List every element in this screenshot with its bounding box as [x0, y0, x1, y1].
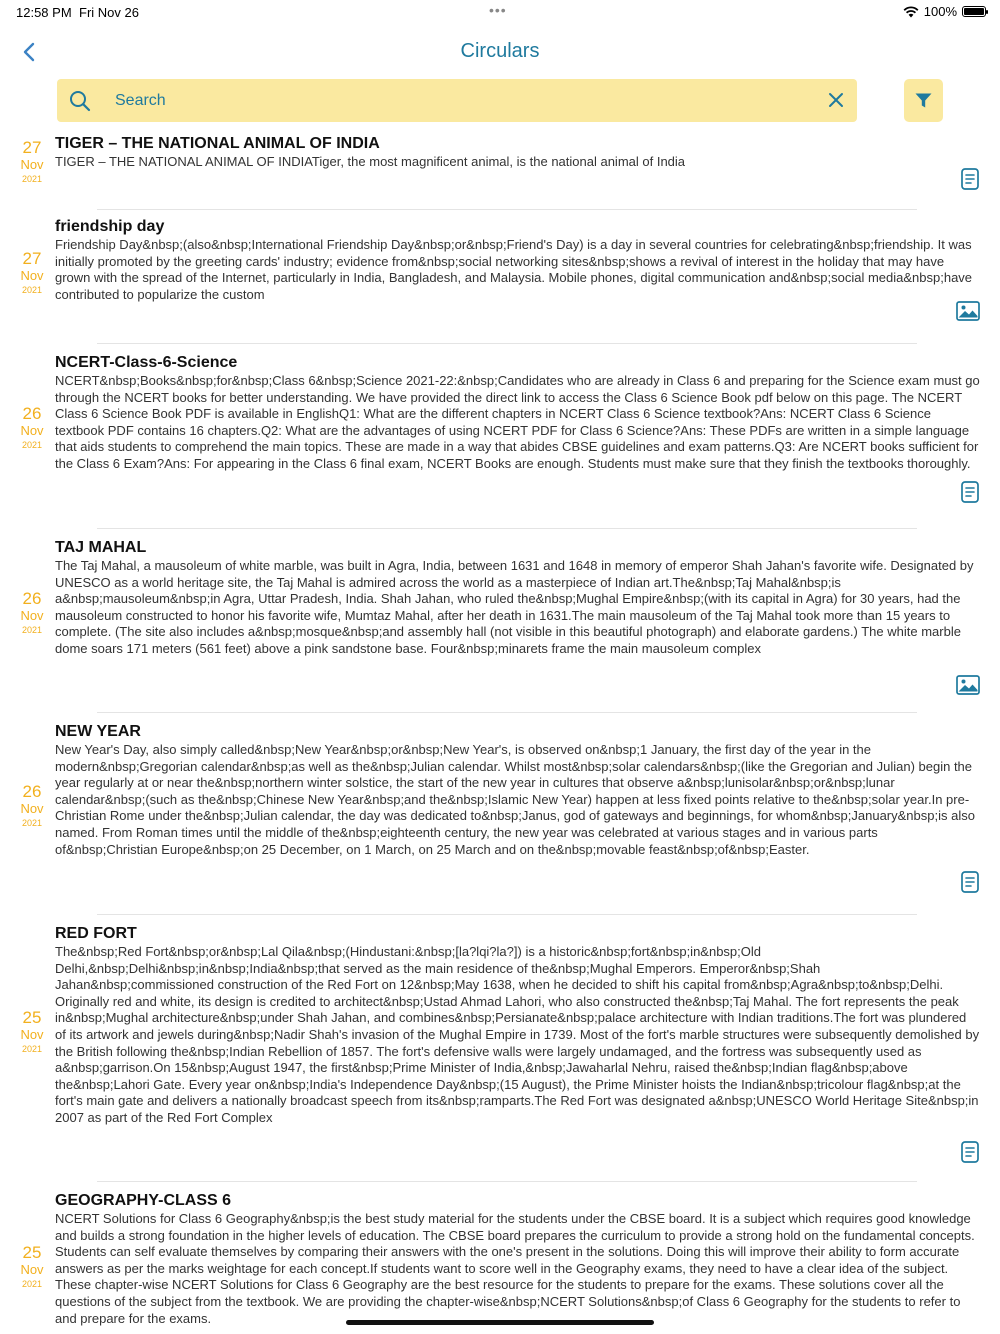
divider — [97, 343, 917, 344]
circulars-list — [0, 132, 1000, 1334]
document-icon[interactable] — [961, 168, 979, 190]
circular-description: New Year's Day, also simply called&nbsp;New Year&nbsp;or&nbsp;New Year's, is observed on&nbsp;1 January, the first day of the year in the modern&nbsp;Gregorian calendar&nbsp;as well as the&nbsp;Julian calendar. Whilst most&nbsp;solar calendars&nbsp;(like the Gregorian and Julian) begin the year regularly at or near the&nbsp;northern winter solstice, the start of the new year in cultures that observe a&nbsp;lunisolar&nbsp;or&nbsp;lunar calendar&nbsp;(such as the&nbsp;Chinese New Year&nbsp;and the&nbsp;Islamic New Year) happen at less fixed points relative to the&nbsp;solar year.In pre-Christian Rome under the&nbsp;Julian calendar, the day was dedicated to&nbsp;Janus, god of gateways and beginnings, for whom&nbsp;January&nbsp;is also named. From Roman times until the middle of the&nbsp;eighteenth century, the new year was celebrated at various stages and in various parts of&nbsp;Christian Europe&nbsp;on 25 December, on 1 March, on 25 March and on the&nbsp;movable feast&nbsp;of&nbsp;Easter. — [55, 742, 975, 857]
date-year: 2021 — [21, 440, 43, 450]
date-year: 2021 — [21, 1279, 43, 1289]
circular-title: NEW YEAR — [55, 723, 141, 740]
circular-item[interactable] — [0, 922, 1000, 1180]
close-icon — [827, 91, 845, 109]
circular-description: NCERT Solutions for Class 6 Geography&nbsp;is the best study material for the students under the CBSE board. It is a subject which requires good knowledge and builds a strong foundation in the higher levels of education. The CBSE board prepares the curriculum to provide a strong hold on the fundamental concepts. Students can self evaluate themselves by comparing their answers with the one's present in the solutions. Doing this will improve their ability to form accurate answers as per the marks weightage for each concept.If students want to score well in the Geography exams, they need to have a clear idea of the subject. These chapter-wise NCERT Solutions for Class 6 Geography are the best resource for the students to prepare for the exams. These solutions cover all the questions of the subject from the textbook. We are providing the chapter-wise&nbsp;NCERT Solutions&nbsp;of Class 6 Geography for the students to refer to and prepare for the exams. — [55, 1211, 975, 1326]
search-icon — [69, 90, 91, 112]
search-bar — [57, 79, 857, 122]
circular-date — [12, 589, 52, 636]
circular-title: TIGER – THE NATIONAL ANIMAL OF INDIA — [55, 135, 380, 152]
date-year: 2021 — [21, 1044, 43, 1054]
page-title: Circulars — [460, 40, 540, 62]
status-date: Fri Nov 26 — [79, 5, 139, 20]
multitasking-dots-icon[interactable]: ••• — [489, 2, 507, 18]
circular-title: GEOGRAPHY-CLASS 6 — [55, 1192, 232, 1209]
date-month: Nov — [20, 157, 44, 172]
status-time: 12:58 PM — [16, 5, 72, 20]
filter-icon — [915, 93, 932, 108]
battery-percent: 100% — [923, 4, 957, 19]
circular-description: The Taj Mahal, a mausoleum of white marble, was built in Agra, India, between 1631 and 1648 in memory of emperor Shah Jahan's favorite wife. Designated by UNESCO as a world heritage site, the Taj Mahal is admired across the world as a masterpiece of Indian art.The&nbsp;Taj Mahal&nbsp;is a&nbsp;mausoleum&nbsp;in Agra, Uttar Pradesh, India. Shah Jahan, who ruled the&nbsp;Mughal Empire&nbsp;(with its capital in Agra) for 30 years, had the mausoleum constructed to honor his favorite wife, Mumtaz Mahal, after her death in 1631.The main mausoleum of the Taj Mahal took more than 15 years to complete. (The site also includes a&nbsp;mosque&nbsp;and assembly hall (not visible in this beautiful photograph) and elaborate gardens.) The white marble dome soars 171 meters (561 feet) above a pink sandstone base. Four&nbsp;minarets frame the main mausoleum complex — [55, 558, 974, 656]
image-icon[interactable] — [956, 301, 980, 321]
date-month: Nov — [20, 1027, 44, 1042]
circular-date — [12, 1243, 52, 1290]
circular-date — [12, 138, 52, 185]
circular-description: NCERT&nbsp;Books&nbsp;for&nbsp;Class 6&nbsp;Science 2021-22:&nbsp;Candidates who are already in Class 6 and preparing for the Science exam must go through the NCERT books for better understanding. We have provided the direct link to access the Class 6 Science Book pdf below on this page. The NCERT Class 6 Science Book PDF is available in EnglishQ1: What are the different chapters in NCERT Class 6 Science textbook?Ans: NCERT Class 6 Science textbook PDF contains 16 chapters.Q2: What are the advantages of using NCERT PDF for Class 6 Science?Ans: These PDFs are written in a simple language that aids students to comprehend the main topics. These are made in a way that abides CBSE guidelines and exam patterns.Q3: Are NCERT books sufficient for the Class 6 Exam?Ans: For appearing in the Class 6 final exam, NCERT Books are enough. Students must make sure that they finish the textbooks thoroughly. — [55, 373, 980, 471]
date-month: Nov — [20, 268, 44, 283]
circular-date — [12, 249, 52, 296]
circular-title: RED FORT — [55, 925, 137, 942]
circular-item[interactable] — [0, 132, 1000, 208]
battery-icon — [962, 6, 986, 17]
circular-title: friendship day — [55, 218, 165, 235]
filter-button[interactable] — [904, 79, 943, 122]
circular-description: TIGER – THE NATIONAL ANIMAL OF INDIATiger, the most magnificent animal, is the national animal of India — [55, 154, 686, 169]
status-indicators — [903, 4, 986, 19]
circular-date — [12, 1008, 52, 1055]
circular-description: The&nbsp;Red Fort&nbsp;or&nbsp;Lal Qila&nbsp;(Hindustani:&nbsp;[la?lqi?la?]) is a historic&nbsp;fort&nbsp;in&nbsp;Old Delhi,&nbsp;Delhi&nbsp;in&nbsp;India&nbsp;that served as the main residence of the&nbsp;Mughal Emperors. Emperor&nbsp;Shah Jahan&nbsp;commissioned construction of the Red Fort on 12&nbsp;May 1638, when he decided to shift his capital from&nbsp;Agra&nbsp;to&nbsp;Delhi. Originally red and white, its design is credited to architect&nbsp;Ustad Ahmad Lahori, who also constructed the&nbsp;Taj Mahal. The fort represents the peak in&nbsp;Mughal architecture&nbsp;under Shah Jahan, and combines&nbsp;Persianate&nbsp;palace architecture with Indian traditions.The fort was plundered of its artwork and jewels during&nbsp;Nadir Shah's invasion of the Mughal Empire in 1739. Most of the fort's marble structures were subsequently demolished by the British following the&nbsp;Indian Rebellion of 1857. The fort's defensive walls were largely undamaged, and the fortress was subsequently used as a&nbsp;garrison.On 15&nbsp;August 1947, the first&nbsp;Prime Minister of India,&nbsp;Jawaharlal Nehru, raised the&nbsp;Indian flag&nbsp;above the&nbsp;Lahori Gate. Every year on&nbsp;India's Independence Day&nbsp;(15 August), the Prime Minister hoists the Indian&nbsp;tricolour flag&nbsp;at the fort's main gate and delivers a nationally broadcast speech from its&nbsp;ramparts.The Red Fort was designated a&nbsp;UNESCO World Heritage Site&nbsp;in 2007 as part of the Red Fort Complex — [55, 944, 980, 1125]
circular-title: TAJ MAHAL — [55, 539, 147, 556]
circular-item[interactable] — [0, 351, 1000, 527]
date-day: 26 — [22, 782, 42, 801]
date-day: 26 — [22, 589, 42, 608]
circular-item[interactable] — [0, 720, 1000, 913]
date-year: 2021 — [21, 285, 43, 295]
document-icon[interactable] — [961, 1141, 979, 1163]
date-month: Nov — [20, 608, 44, 623]
date-day: 25 — [22, 1008, 42, 1027]
circular-description: Friendship Day&nbsp;(also&nbsp;International Friendship Day&nbsp;or&nbsp;Friend's Day) is a day in several countries for celebrating&nbsp;friendship. It was initially promoted by the greeting cards' industry; evidence from&nbsp;social networking sites&nbsp;shows a revival of interest in the holiday that may have grown with the spread of the Internet, particularly in India, Bangladesh, and Malaysia. Mobile phones, digital communication and&nbsp;social media&nbsp;have contributed to popularize the custom — [55, 237, 973, 302]
divider — [97, 209, 917, 210]
document-icon[interactable] — [961, 871, 979, 893]
divider — [97, 712, 917, 713]
divider — [97, 914, 917, 915]
date-day: 27 — [22, 138, 42, 157]
wifi-icon — [903, 6, 919, 18]
circular-item[interactable] — [0, 215, 1000, 343]
home-indicator[interactable] — [346, 1320, 654, 1325]
date-year: 2021 — [21, 818, 43, 828]
circular-item[interactable] — [0, 1189, 1000, 1334]
clear-search-button[interactable] — [827, 91, 845, 109]
date-day: 25 — [22, 1243, 42, 1262]
date-month: Nov — [20, 801, 44, 816]
date-day: 27 — [22, 249, 42, 268]
divider — [97, 1181, 917, 1182]
circular-date — [12, 782, 52, 829]
image-icon[interactable] — [956, 675, 980, 695]
circular-date — [12, 404, 52, 451]
date-year: 2021 — [21, 625, 43, 635]
circular-item[interactable] — [0, 536, 1000, 711]
divider — [97, 528, 917, 529]
date-year: 2021 — [21, 174, 43, 184]
date-month: Nov — [20, 423, 44, 438]
navigation-bar — [0, 30, 1000, 74]
document-icon[interactable] — [961, 481, 979, 503]
search-input[interactable] — [115, 85, 805, 116]
date-month: Nov — [20, 1262, 44, 1277]
date-day: 26 — [22, 404, 42, 423]
circular-title: NCERT-Class-6-Science — [55, 354, 238, 371]
status-bar — [0, 0, 1000, 26]
